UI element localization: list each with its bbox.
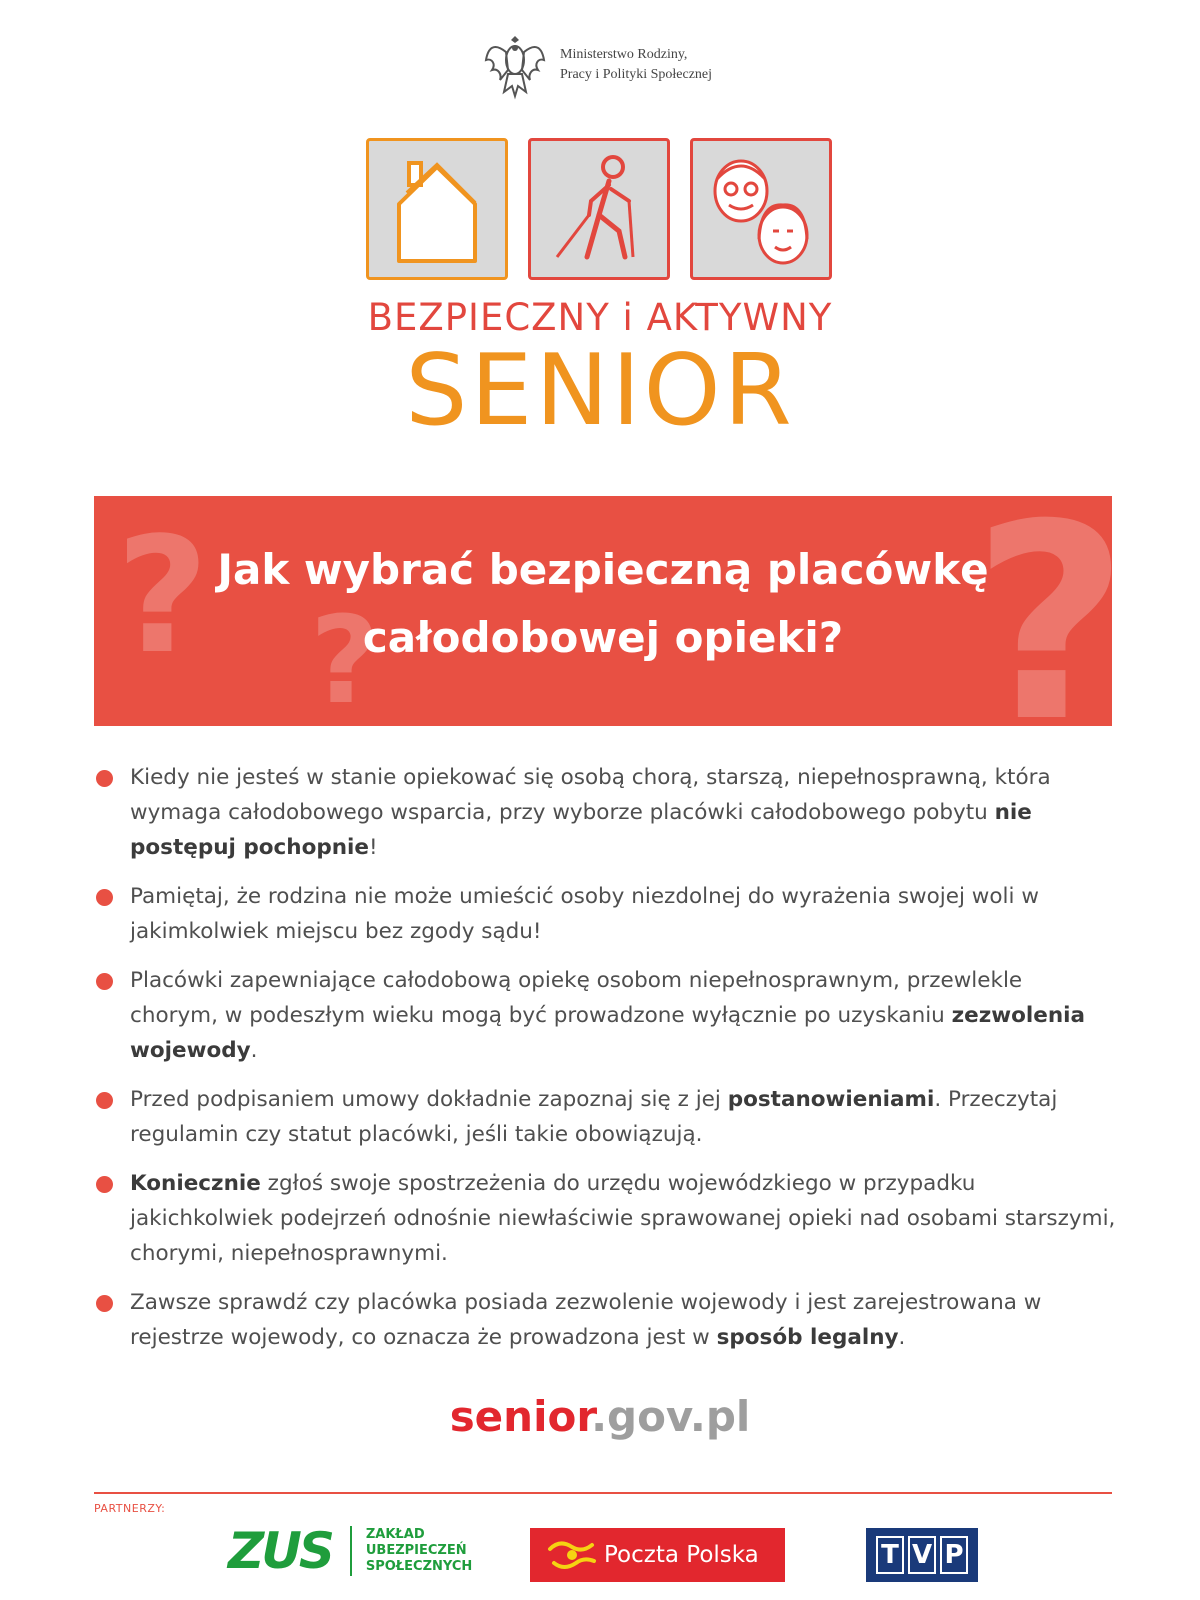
poczta-polska-logo: [530, 1528, 785, 1582]
bullet-emphasis: nie postępuj pochopnie: [130, 800, 1032, 860]
zus-name-line3: SPOŁECZNYCH: [365, 1559, 473, 1574]
post-horn-icon: [546, 1535, 598, 1575]
zus-separator: [350, 1526, 352, 1576]
question-mark-decoration-icon: ?: [972, 466, 1129, 781]
bullet-dot-icon: [96, 889, 113, 906]
logo-tile-walker: [528, 138, 670, 280]
partners-label: PARTNERZY:: [94, 1502, 166, 1515]
tvp-letter: P: [940, 1536, 968, 1574]
bullet-text: Przed podpisaniem umowy dokładnie zapoznaj się z jej: [130, 1087, 728, 1112]
website-link-part2: .gov.pl: [591, 1392, 751, 1441]
bullet-emphasis: zezwolenia wojewody: [130, 1003, 1086, 1063]
footer-divider: [94, 1492, 1112, 1494]
bullet-emphasis: sposób legalny: [716, 1325, 899, 1350]
bullet-text-end: .: [898, 1325, 906, 1350]
headline-title: [94, 536, 1112, 672]
bullet-text-end: !: [369, 835, 378, 860]
tvp-logo: [866, 1528, 978, 1582]
headline-line2: całodobowej opieki?: [362, 613, 844, 662]
website-link-part1: senior: [449, 1392, 592, 1441]
bullet-text: Placówki zapewniające całodobową opiekę osobom niepełnosprawnym, przewlekle chorym, w podeszłym wieku mogą być prowadzone wyłącznie po uzyskaniu: [130, 968, 1023, 1028]
ministry-header: [484, 30, 712, 100]
list-item: [96, 1082, 1116, 1152]
bullet-dot-icon: [96, 1092, 113, 1109]
bullet-dot-icon: [96, 1176, 113, 1193]
ministry-name-line2: Pracy i Polityki Społecznej: [560, 67, 713, 82]
headline-banner: [94, 466, 1129, 781]
zus-name-line2: UBEZPIECZEŃ: [365, 1543, 467, 1558]
polish-eagle-emblem-icon: [484, 30, 546, 100]
bullet-emphasis: Koniecznie: [130, 1171, 261, 1196]
list-item: [96, 1285, 1116, 1355]
logo-wordmark: SENIOR: [405, 334, 795, 448]
list-item: [96, 879, 1116, 949]
tvp-letter: V: [908, 1536, 936, 1574]
bullet-dot-icon: [96, 770, 113, 787]
bullet-text: Pamiętaj, że rodzina nie może umieścić osoby niezdolnej do wyrażenia swojej woli w jakimkolwiek miejscu bez zgody sądu!: [130, 884, 1039, 944]
poczta-polska-name: Poczta Polska: [604, 1542, 759, 1568]
logo-tile-couple: [690, 138, 832, 280]
zus-logo: [228, 1522, 472, 1580]
logo-tile-house: [366, 138, 508, 280]
ministry-name-line1: Ministerstwo Rodziny,: [560, 47, 688, 62]
website-link[interactable]: [0, 1392, 1200, 1441]
zus-name: [366, 1527, 472, 1575]
bullet-text: Kiedy nie jesteś w stanie opiekować się osobą chorą, starszą, niepełnosprawną, która wymaga całodobowego wsparcia, przy wyborze placówki całodobowego pobytu: [130, 765, 1051, 825]
bullet-text-end: .: [250, 1038, 258, 1063]
zus-name-line1: ZAKŁAD: [365, 1527, 425, 1542]
question-mark-decoration-icon: ?: [310, 592, 380, 731]
bullet-text-end: . Przeczytaj regulamin czy statut placówki, jeśli takie obowiązują.: [130, 1087, 1058, 1147]
zus-mark: ZUS: [228, 1522, 332, 1580]
list-item: [96, 760, 1116, 865]
senior-couple-faces-icon: [701, 149, 821, 269]
bullet-text: Zawsze sprawdź czy placówka posiada zezwolenie wojewody i jest zarejestrowana w rejestrze wojewody, co oznacza że prowadzona jest w: [130, 1290, 1042, 1350]
senior-walking-with-poles-icon: [539, 149, 659, 269]
bullet-dot-icon: [96, 1295, 113, 1312]
advice-list: [96, 760, 1116, 1369]
bullet-dot-icon: [96, 973, 113, 990]
list-item: [96, 963, 1116, 1068]
ministry-name: [560, 45, 712, 85]
logo-tagline: BEZPIECZNY i AKTYWNY: [367, 296, 833, 339]
logo-tiles: [366, 138, 832, 280]
list-item: [96, 1166, 1116, 1271]
headline-line1: Jak wybrać bezpieczną placówkę: [217, 545, 989, 594]
question-mark-decoration-icon: ?: [116, 502, 209, 689]
bullet-emphasis: postanowieniami: [727, 1087, 935, 1112]
bullet-text: zgłoś swoje spostrzeżenia do urzędu wojewódzkiego w przypadku jakichkolwiek podejrzeń odnośnie niewłaściwie sprawowanej opieki nad osobami starszymi, chorymi, niepełnosprawnymi.: [130, 1171, 1116, 1266]
tvp-letter: T: [876, 1536, 904, 1574]
house-icon: [377, 149, 497, 269]
